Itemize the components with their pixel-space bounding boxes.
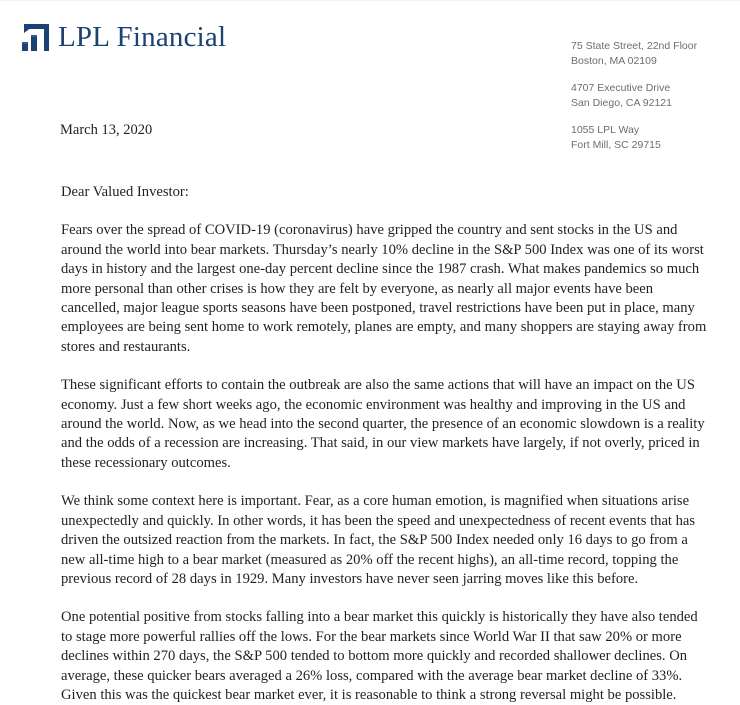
address-fort-mill — [571, 123, 697, 152]
letterhead — [22, 23, 226, 52]
address-line: 75 State Street, 22nd Floor — [571, 40, 698, 52]
body-paragraph: One potential positive from stocks falling into a bear market this quickly is historically they have also tended to stage more powerful rallies off the lows. For the bear markets since World War II that saw 20% or more declines within 270 days, the S&P 500 tended to bottom more quickly and recorded shallower declines. On average, these quicker bears averaged a 26% loss, compared with the average bear market decline of 33%. Given this was the quickest bear market ever, it is reasonable to think a strong reversal might be possible. — [61, 609, 698, 703]
address-line: Fort Mill, SC 29715 — [571, 138, 661, 151]
letter-date: March 13, 2020 — [60, 122, 153, 138]
office-address-block — [571, 39, 697, 153]
address-boston — [571, 39, 697, 68]
lpl-bar-chart-mark-icon — [22, 24, 49, 51]
address-line: Boston, MA 02109 — [571, 54, 657, 67]
salutation: Dear Valued Investor: — [61, 184, 189, 200]
letter-body — [61, 183, 712, 705]
body-paragraph: These significant efforts to contain the outbreak are also the same actions that will have an impact on the US economy. Just a few short weeks ago, the economic environment was healthy and improving in the US and around the world. Now, as we head into the second quarter, the presence of an economic slowdown is a reality and the odds of a recession are increasing. That said, in our view markets have largely, if not overly, priced in these recessionary outcomes. — [61, 377, 705, 471]
body-paragraph: Fears over the spread of COVID-19 (coronavirus) have gripped the country and sent stocks in the US and around the world into bear markets. Thursday’s nearly 10% decline in the S&P 500 Index was one of its worst days in history and the largest one-day percent decline since the 1987 crash. What makes pandemics so much more personal than other crises is how they are felt by everyone, as nearly all major events have been cancelled, major league sports seasons have been postponed, travel restrictions have been put in place, many employees are being sent home to work remotely, planes are empty, and many shoppers are staying away from stores and restaurants. — [61, 222, 707, 355]
body-paragraph: We think some context here is important. Fear, as a core human emotion, is magnified when situations arise unexpectedly and quickly. In other words, it has been the speed and unexpectedness of recent events that has driven the outsized reaction from the markets. In fact, the S&P 500 Index needed only 16 days to go from a new all-time high to a bear market (measured as 20% off the recent highs), an all-time record, topping the previous record of 28 days in 1929. Many investors have never seen jarring moves like this before. — [61, 493, 696, 587]
address-line: San Diego, CA 92121 — [571, 96, 672, 109]
address-san-diego — [571, 81, 697, 110]
brand-wordmark: LPL Financial — [58, 21, 227, 53]
address-line: 4707 Executive Drive — [571, 82, 671, 95]
address-line: 1055 LPL Way — [571, 124, 640, 137]
